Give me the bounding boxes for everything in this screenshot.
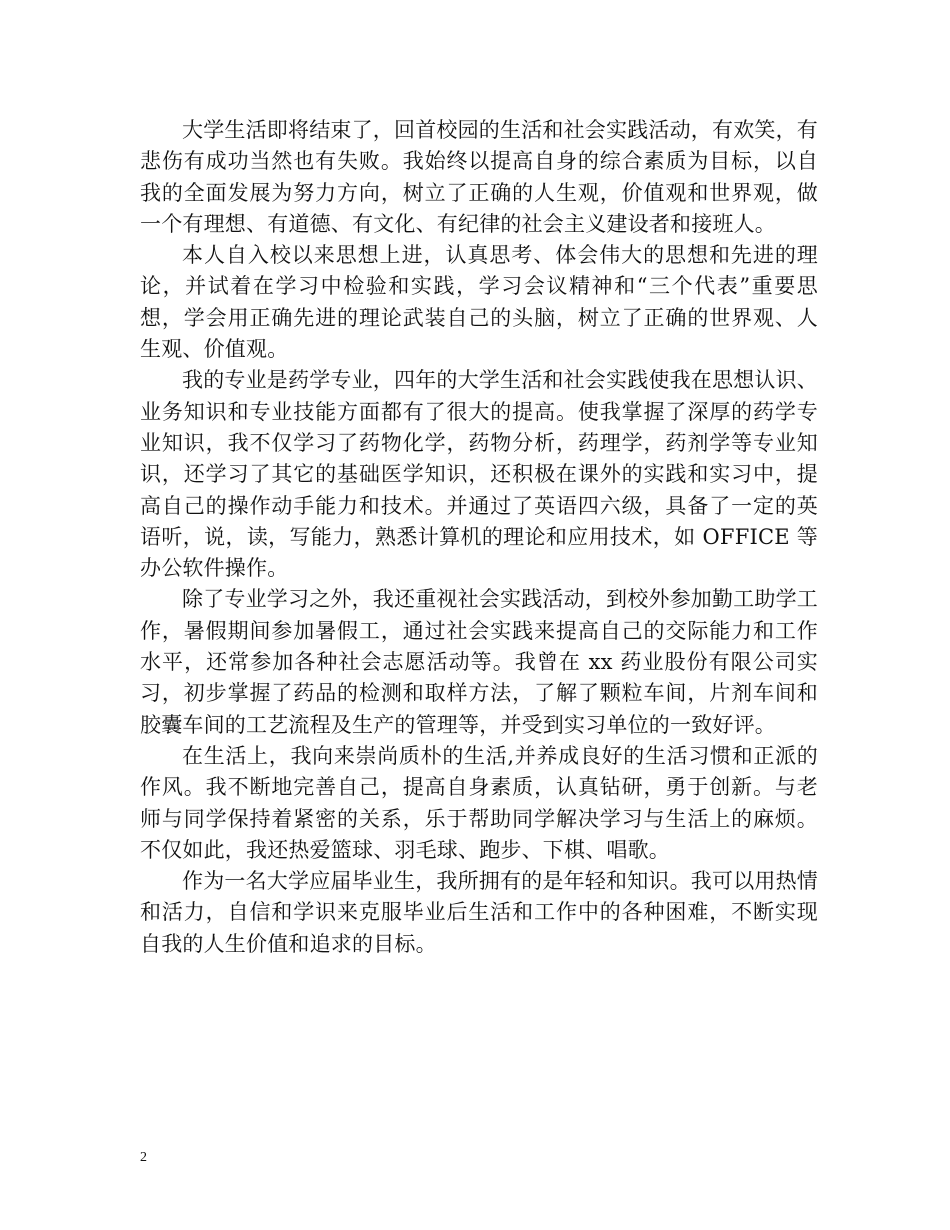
paragraph-5: 在生活上，我向来崇尚质朴的生活,并养成良好的生活习惯和正派的作风。我不断地完善自己，提高自身素质，认真钻研，勇于创新。与老师与同学保持着紧密的关系，乐于帮助同学解决学习与生活上的麻烦。不仅如此，我还热爱篮球、羽毛球、跑步、下棋、唱歌。 <box>140 743 818 862</box>
document-body <box>140 115 818 960</box>
paragraph-1: 大学生活即将结束了，回首校园的生活和社会实践活动，有欢笑，有悲伤有成功当然也有失败。我始终以提高自身的综合素质为目标，以自我的全面发展为努力方向，树立了正确的人生观，价值观和世界观，做一个有理想、有道德、有文化、有纪律的社会主义建设者和接班人。 <box>140 118 818 236</box>
paragraph-6: 作为一名大学应届毕业生，我所拥有的是年轻和知识。我可以用热情和活力，自信和学识来克服毕业后生活和工作中的各种困难，不断实现自我的人生价值和追求的目标。 <box>140 869 818 956</box>
paragraph-2: 本人自入校以来思想上进，认真思考、体会伟大的思想和先进的理论，并试着在学习中检验和实践，学习会议精神和“三个代表”重要思想，学会用正确先进的理论武装自己的头脑，树立了正确的世界观、人生观、价值观。 <box>140 243 818 362</box>
page-number: 2 <box>140 1150 147 1165</box>
paragraph-3: 我的专业是药学专业，四年的大学生活和社会实践使我在思想认识、业务知识和专业技能方面都有了很大的提高。使我掌握了深厚的药学专业知识，我不仅学习了药物化学，药物分析，药理学，药剂学等专业知识，还学习了其它的基础医学知识，还积极在课外的实践和实习中，提高自己的操作动手能力和技术。并通过了英语四六级，具备了一定的英语听，说，读，写能力，熟悉计算机的理论和应用技术，如 OFFICE 等办公软件操作。 <box>140 368 818 581</box>
paragraph-4: 除了专业学习之外，我还重视社会实践活动，到校外参加勤工助学工作，暑假期间参加暑假工，通过社会实践来提高自己的交际能力和工作水平，还常参加各种社会志愿活动等。我曾在 xx 药业股份有限公司实习，初步掌握了药品的检测和取样方法，了解了颗粒车间，片剂车间和胶囊车间的工艺流程及生产的管理等，并受到实习单位的一致好评。 <box>140 587 818 737</box>
